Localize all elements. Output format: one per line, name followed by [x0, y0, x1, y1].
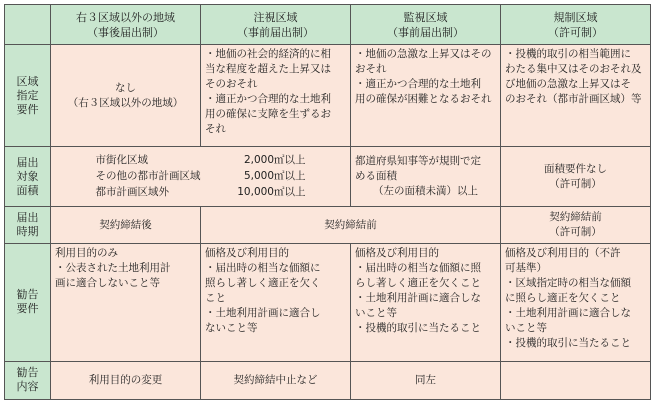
- cell-timing-col2-3: 契約締結前: [201, 207, 501, 243]
- header-col2: 注視区域 （事前届出制）: [201, 5, 351, 45]
- cell-timing-col1: 契約締結後: [51, 207, 201, 243]
- land-transaction-table: [4, 4, 651, 400]
- header-col1: 右３区域以外の地域 （事後届出制）: [51, 5, 201, 45]
- cell-area-req-col2: ・地価の社会的経済的に相 当な程度を超えた上昇又は そのおそれ ・適正かつ合理的な土地利 用の確保に支障を生ずるお それ: [201, 45, 351, 147]
- header-row: [5, 5, 651, 45]
- area-size-table: [55, 153, 346, 200]
- row-area-size: [5, 147, 651, 207]
- cell-area-size-col1-2: [51, 147, 351, 207]
- header-col3: 監視区域 （事前届出制）: [351, 5, 501, 45]
- row-timing: [5, 207, 651, 243]
- cell-advice-content-col1: 利用目的の変更: [51, 361, 201, 399]
- size-urbanization: 2,000㎡以上: [243, 154, 306, 167]
- row-area-requirement: [5, 45, 651, 147]
- cell-area-req-col1: なし （右３区域以外の地域）: [51, 45, 201, 147]
- size-other-city-plan: 5,000㎡以上: [243, 170, 306, 183]
- row-advice-requirement: [5, 243, 651, 361]
- cell-advice-req-col2: 価格及び利用目的 ・届出時の相当な価額に 照らし著しく適正を欠く こと ・土地利用計画に適合し ないこと等: [201, 243, 351, 361]
- cell-advice-req-col1: 利用目的のみ ・公表された土地利用計 画に適合しないこと等: [51, 243, 201, 361]
- zone-urbanization: 市街化区域: [95, 154, 148, 167]
- cell-area-size-col3: 都道府県知事等が規則で定 める面積 （左の面積未満）以上: [351, 147, 501, 207]
- cell-area-req-col4: ・投機的取引の相当範囲に わたる集中又はそのおそれ及 び地価の急激な上昇又はそ のおそれ（都市計画区域）等: [501, 45, 651, 147]
- cell-advice-content-col2: 契約締結中止など: [201, 361, 351, 399]
- row-label-area-size: 届出 対象 面積: [5, 147, 51, 207]
- cell-timing-col4: 契約締結前 （許可制）: [501, 207, 651, 243]
- header-corner: [5, 5, 51, 45]
- row-label-advice-requirement: 勧告 要件: [5, 243, 51, 361]
- row-label-timing: 届出 時期: [5, 207, 51, 243]
- row-advice-content: [5, 361, 651, 399]
- row-label-advice-content: 勧告 内容: [5, 361, 51, 399]
- zone-other-city-plan: その他の都市計画区域: [95, 170, 201, 183]
- cell-advice-req-col4: 価格及び利用目的（不許 可基準） ・区域指定時の相当な価額 に照らし適正を欠くこと ・土地利用計画に適合しな いこと等 ・投機的取引に当たること: [501, 243, 651, 361]
- header-col4: 規制区域 （許可制）: [501, 5, 651, 45]
- cell-advice-content-col3: 同左: [351, 361, 501, 399]
- row-label-area-requirement: 区域 指定 要件: [5, 45, 51, 147]
- zone-outside-city-plan: 都市計画区域外: [95, 186, 169, 199]
- cell-advice-content-col4: [501, 361, 651, 399]
- size-outside-city-plan: 10,000㎡以上: [237, 186, 306, 199]
- cell-advice-req-col3: 価格及び利用目的 ・届出時の相当な価額に照 らし著しく適正を欠くこと ・土地利用計画に適合しな いこと等 ・投機的取引に当たること: [351, 243, 501, 361]
- cell-area-req-col3: ・地価の急激な上昇又はその おそれ ・適正かつ合理的な土地利 用の確保が困難となるおそれ: [351, 45, 501, 147]
- cell-area-size-col4: 面積要件なし （許可制）: [501, 147, 651, 207]
